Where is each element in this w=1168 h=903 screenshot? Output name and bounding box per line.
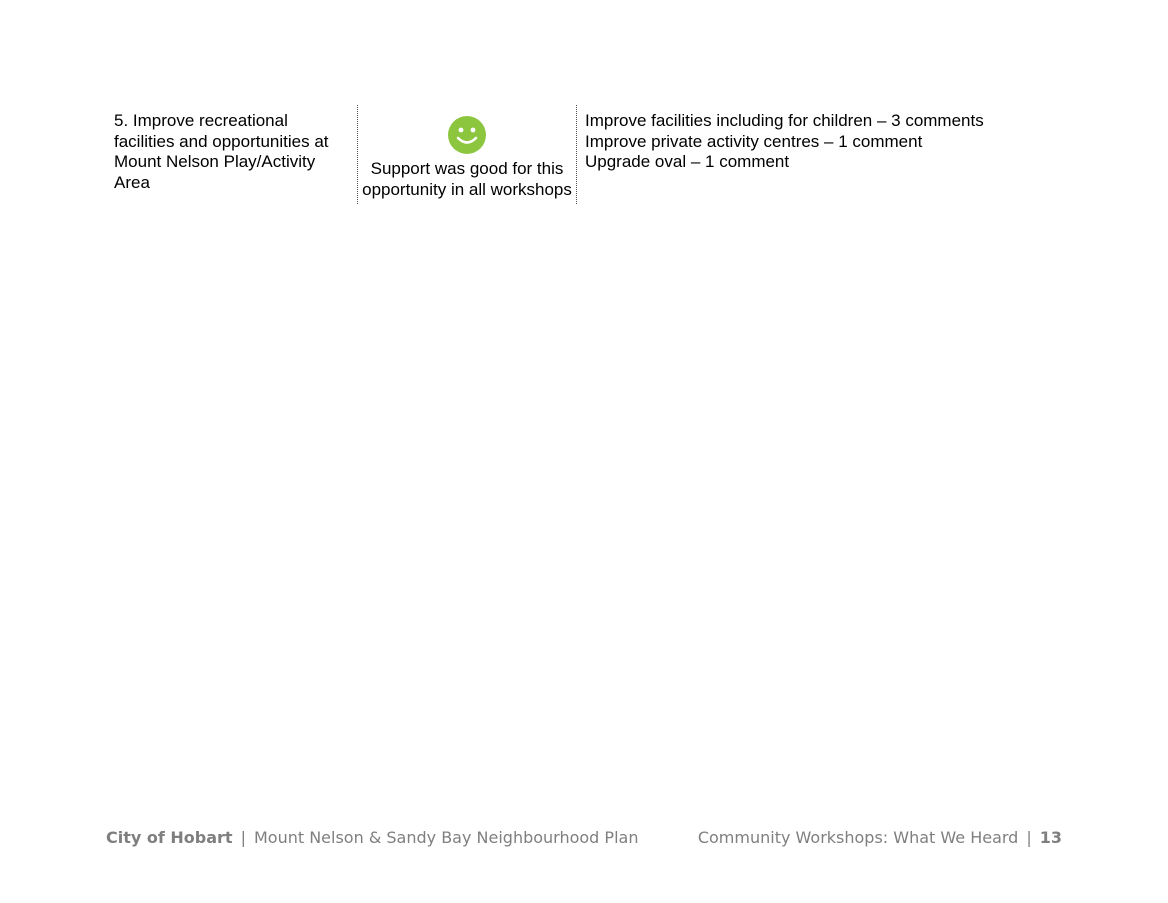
comment-item: Improve facilities including for children – 3 comments: [585, 111, 984, 130]
page-number: 13: [1039, 828, 1062, 847]
comments-cell: [577, 105, 1017, 204]
support-text: Support was good for this opportunity in all workshops: [362, 159, 572, 199]
footer-right: [698, 828, 1062, 847]
footer-plan-title: Mount Nelson & Sandy Bay Neighbourhood Plan: [253, 828, 639, 847]
comment-item: Improve private activity centres – 1 comment: [585, 131, 923, 151]
support-cell: [357, 105, 577, 204]
opportunity-text: 5. Improve recreational facilities and opportunities at Mount Nelson Play/Activity Area: [114, 111, 329, 192]
opportunity-table: [106, 105, 1017, 204]
footer-section-title: Community Workshops: What We Heard: [697, 828, 1019, 847]
smiley-face-icon: [447, 115, 487, 155]
footer-separator: |: [1026, 828, 1032, 847]
footer-separator: |: [240, 828, 246, 847]
footer-left: [106, 828, 638, 847]
comment-item: Upgrade oval – 1 comment: [585, 152, 790, 171]
opportunity-cell: [106, 105, 357, 204]
footer-organization: City of Hobart: [106, 828, 233, 847]
